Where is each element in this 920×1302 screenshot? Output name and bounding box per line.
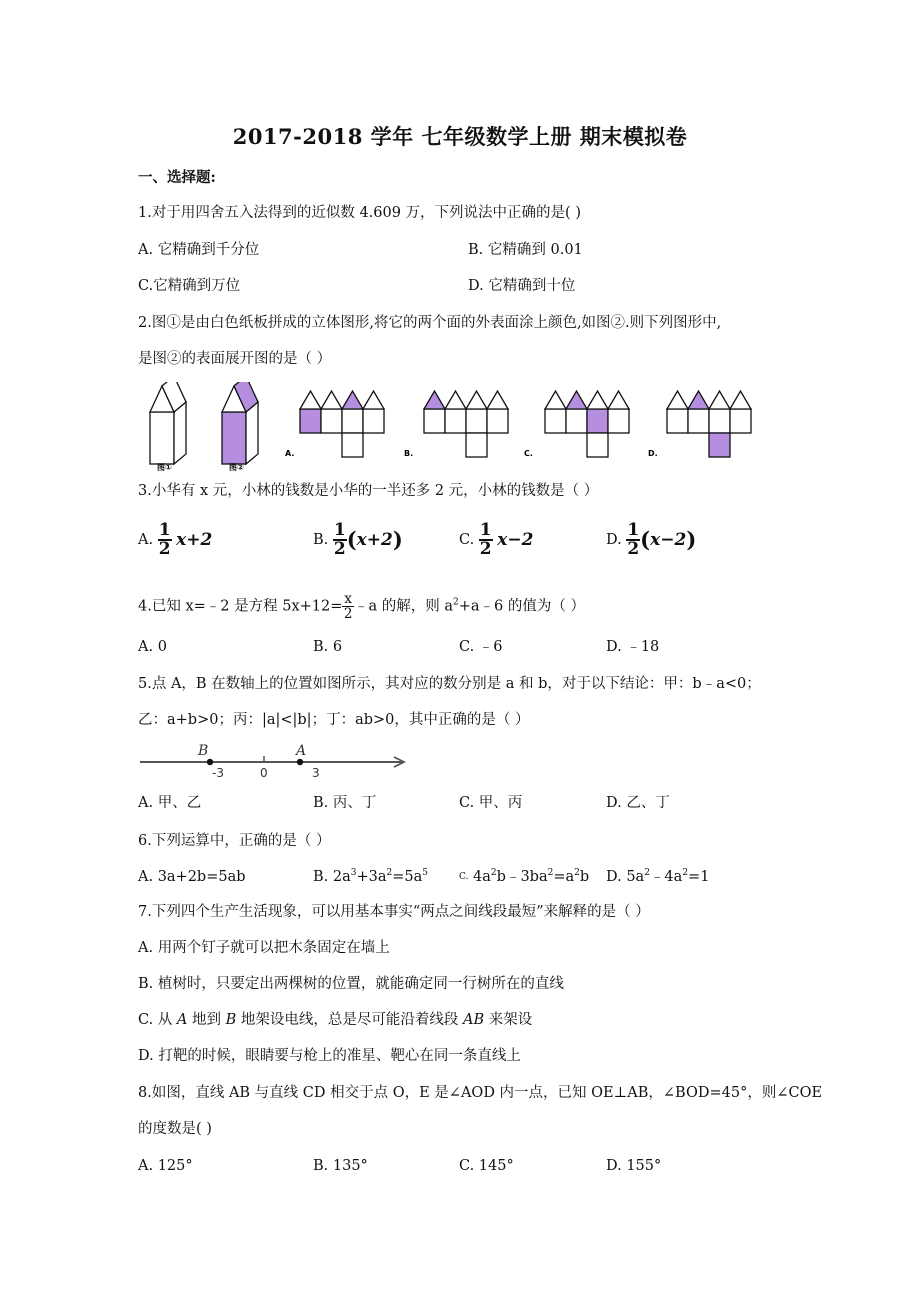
tick-label-zero: 0	[260, 766, 268, 780]
figure-2-label: 图②	[229, 463, 244, 472]
q1-option-b: B. 它精确到 0.01	[468, 242, 583, 258]
q7-option-c: C. 从 A 地到 B 地架设电线，总是尽可能沿着线段 AB 来架设	[138, 1012, 533, 1028]
q8-option-c: C. 145°	[459, 1158, 514, 1174]
page-title: 2017-2018 学年 七年级数学上册 期末模拟卷	[232, 124, 688, 149]
point-a	[297, 759, 303, 765]
q8-option-a: A. 125°	[138, 1158, 193, 1174]
q6-option-c-label: C.	[459, 872, 469, 882]
q5-option-a: A. 甲、乙	[138, 795, 202, 811]
q8-option-d: D. 155°	[606, 1158, 662, 1174]
q3-option-a	[138, 522, 212, 558]
q3-c-fraction: $\frac{1}{2}$	[479, 520, 492, 559]
q6-option-c: $^{C.}$ $4a^2b﹣3ba^2=a^2b$	[459, 868, 590, 885]
net-c-label: C.	[524, 449, 533, 458]
q3-stem: 3.小华有 x 元，小林的钱数是小华的一半还多 2 元，小林的钱数是（ ）	[138, 483, 599, 499]
q5-stem-line2: 乙：a+b>0；丙：|a|<|b|；丁：ab>0，其中正确的是（ ）	[138, 712, 530, 728]
q4-option-d: D. ﹣18	[606, 639, 660, 655]
q2-stem-line2: 是图②的表面展开图的是（ ）	[138, 351, 332, 367]
q3-option-a-label: A.	[138, 532, 154, 548]
q4-stem	[138, 592, 585, 621]
q4-option-a: A. 0	[138, 639, 167, 655]
q3-b-fraction: $\frac{1}{2}$	[333, 520, 346, 559]
q5-stem-line1: 5.点 A，B 在数轴上的位置如图所示，其对应的数分别是 a 和 b，对于以下结论：甲：b﹣a<0；	[138, 676, 761, 692]
q4-option-c: C. ﹣6	[459, 639, 503, 655]
q3-d-expr: x−2	[650, 530, 687, 550]
q6-option-b: B. $2a^3+3a^2=5a^5$	[313, 868, 429, 885]
q4-superscript: 2	[453, 597, 459, 608]
q5-number-line	[140, 740, 410, 782]
net-c	[545, 391, 629, 457]
label-a: A	[296, 743, 307, 759]
figure-1-label: 图①	[157, 463, 172, 472]
q3-b-expr: x+2	[356, 530, 393, 550]
q3-option-d-label: D.	[606, 532, 622, 548]
q4-stem-pre: 4.已知 x=﹣2 是方程 5x+12=	[138, 598, 343, 615]
q4-stem-post2: +a﹣6 的值为（ ）	[458, 598, 585, 615]
q8-option-b: B. 135°	[313, 1158, 368, 1174]
section-heading: 一、选择题:	[138, 169, 216, 186]
q4-fraction: $\frac{x}{2}$	[343, 591, 353, 622]
q7-option-b: B. 植树时，只要定出两棵树的位置，就能确定同一行树所在的直线	[138, 976, 564, 992]
q3-option-c	[459, 522, 533, 558]
q3-a-expr: x+2	[176, 530, 213, 550]
q6-option-a: A. 3a+2b=5ab	[138, 869, 246, 885]
tick-label-3: 3	[312, 766, 320, 780]
q3-option-b: B. $\frac{1}{2}$ (x+2)	[313, 520, 403, 559]
tick-label-neg3: -3	[212, 766, 224, 780]
q1-option-d: D. 它精确到十位	[468, 278, 576, 294]
net-a	[300, 391, 384, 457]
q3-option-d: D. $\frac{1}{2}$ (x−2)	[606, 520, 697, 559]
q5-option-c: C. 甲、丙	[459, 795, 523, 811]
q7-option-d: D. 打靶的时候，眼睛要与枪上的准星、靶心在同一条直线上	[138, 1048, 521, 1064]
net-d-label: D.	[648, 449, 658, 458]
figure-1-solid	[150, 382, 186, 464]
q5-option-b: B. 丙、丁	[313, 795, 377, 811]
net-b	[424, 391, 508, 457]
q6-stem: 6.下列运算中，正确的是（ ）	[138, 833, 331, 849]
q3-d-fraction: $\frac{1}{2}$	[627, 520, 640, 559]
q7-stem: 7.下列四个生产生活现象，可以用基本事实“两点之间线段最短”来解释的是（ ）	[138, 904, 650, 920]
q3-c-expr: x−2	[497, 530, 534, 550]
figure-2-solid	[222, 382, 258, 464]
q1-option-a: A. 它精确到千分位	[138, 242, 260, 258]
q6-option-d: D. $5a^2﹣4a^2=1$	[606, 868, 710, 885]
q3-option-b-label: B.	[313, 532, 329, 548]
net-a-label: A.	[285, 449, 295, 458]
q7-option-a: A. 用两个钉子就可以把木条固定在墙上	[138, 940, 390, 956]
q2-stem-line1: 2.图①是由白色纸板拼成的立体图形,将它的两个面的外表面涂上颜色,如图②.则下列图形中,	[138, 315, 722, 331]
net-b-label: B.	[404, 449, 414, 458]
q4-stem-post: ﹣a 的解，则 a	[354, 598, 454, 615]
point-b	[207, 759, 213, 765]
q4-option-b: B. 6	[313, 639, 343, 655]
label-b: B	[198, 743, 209, 759]
q1-option-c: C.它精确到万位	[138, 278, 241, 294]
q5-option-d: D. 乙、丁	[606, 795, 670, 811]
net-d	[667, 391, 751, 457]
q3-option-c-label: C.	[459, 532, 475, 548]
q2-figures	[140, 382, 780, 474]
q3-a-fraction: $\frac{1}{2}$	[158, 520, 171, 559]
q8-stem-line2: 的度数是( )	[138, 1121, 212, 1137]
q8-stem-line1: 8.如图，直线 AB 与直线 CD 相交于点 O，E 是∠AOD 内一点，已知 OE⊥AB，∠BOD=45°，则∠COE	[138, 1085, 823, 1101]
q1-stem: 1.对于用四舍五入法得到的近似数 4.609 万，下列说法中正确的是( )	[138, 205, 581, 221]
